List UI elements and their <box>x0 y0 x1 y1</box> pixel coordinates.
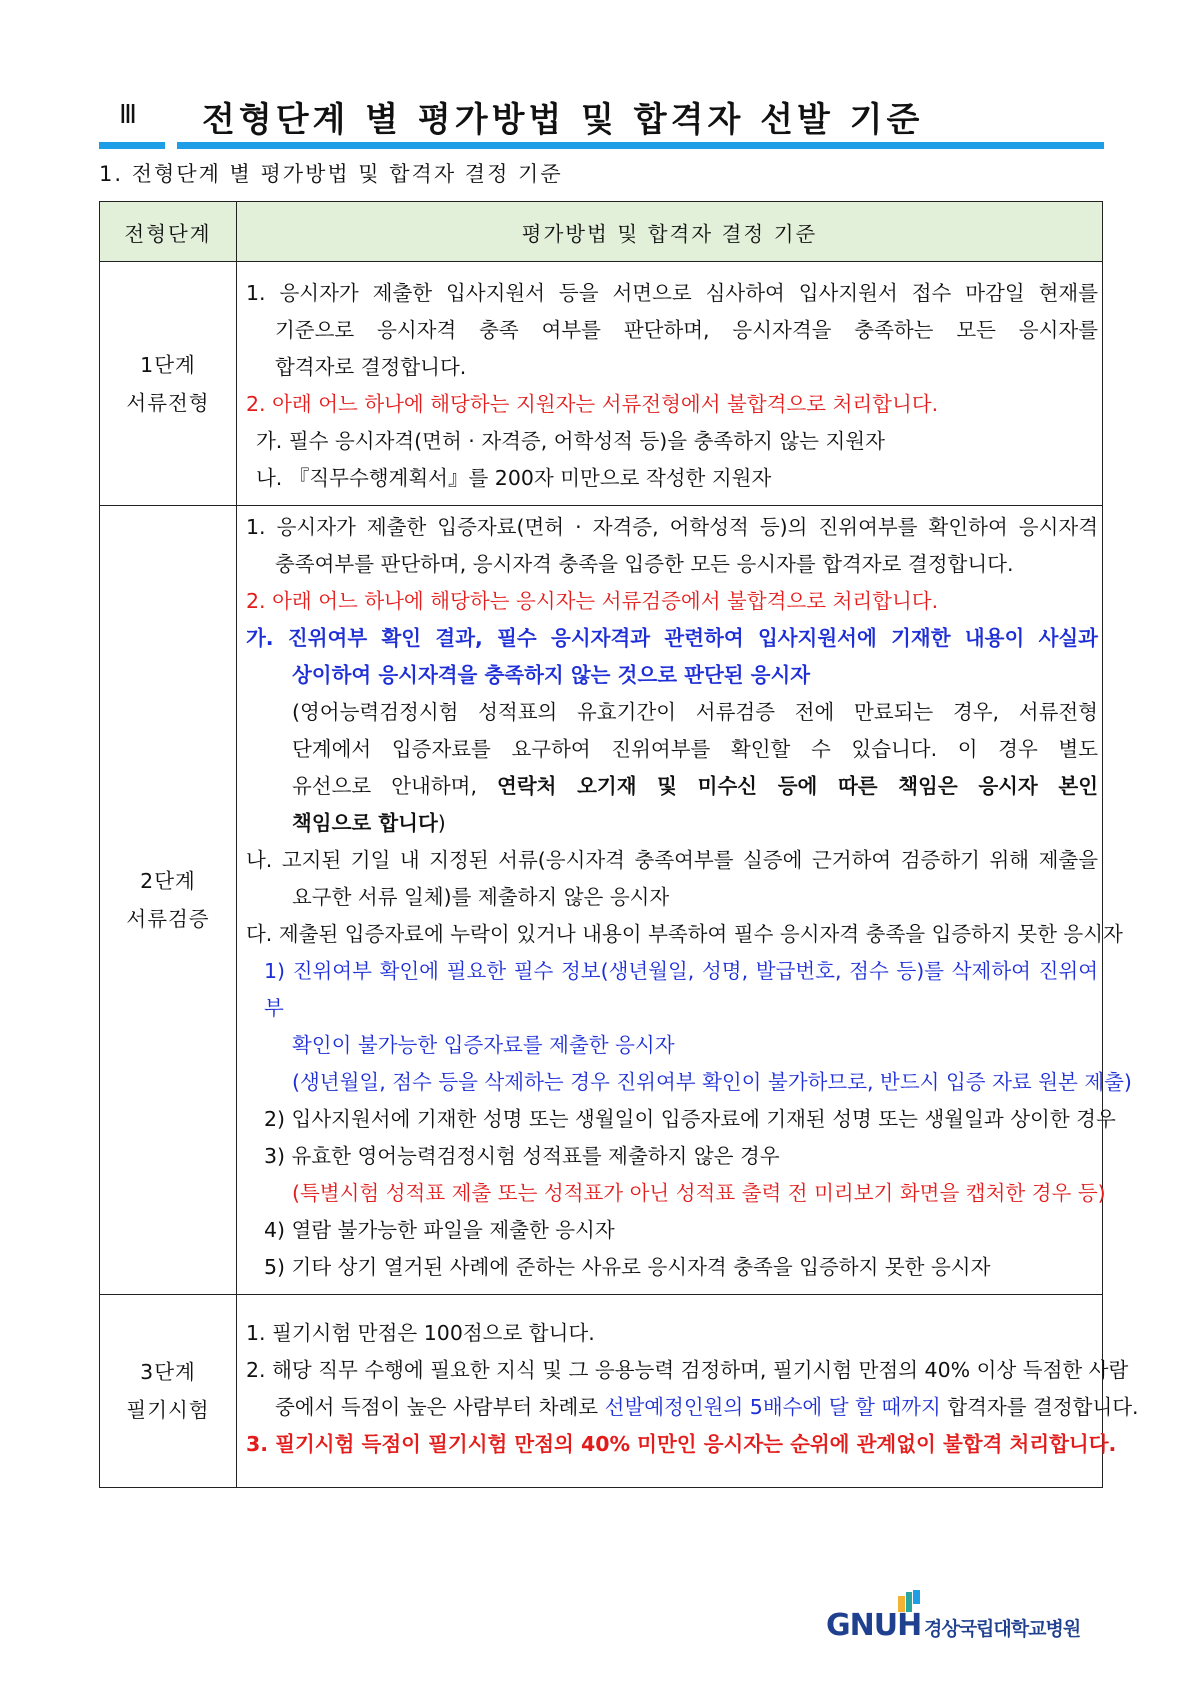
heading-underline-long <box>177 142 1104 149</box>
stage3-label <box>100 1295 237 1488</box>
stage2-line: (생년월일, 점수 등을 삭제하는 경우 진위여부 확인이 불가하므로, 반드시 입증 자료 원본 제출) <box>292 1070 1132 1094</box>
table-row-stage1 <box>100 262 1103 506</box>
stage2-line: 요구한 서류 일체)를 제출하지 않은 응시자 <box>292 885 670 909</box>
stage3-criteria <box>237 1295 1139 1488</box>
section-title: 전형단계 별 평가방법 및 합격자 선발 기준 <box>202 100 924 140</box>
stage1-line: 기준으로 응시자격 충족 여부를 판단하며, 응시자격을 충족하는 모든 응시자를 <box>275 318 1098 342</box>
stage3-text-highlight: 선발예정인원의 5배수에 달 할 때까지 <box>604 1395 941 1419</box>
logo-abbreviation: GNUH <box>826 1608 922 1643</box>
stage2-line: 4) 열람 불가능한 파일을 제출한 응시자 <box>264 1218 615 1242</box>
stage2-text-bold: 책임으로 합니다 <box>292 811 438 835</box>
stage2-line: (영어능력검정시험 성적표의 유효기간이 서류검증 전에 만료되는 경우, 서류전형 <box>292 700 1098 724</box>
table-header-row <box>100 202 1103 262</box>
stage2-line: 가. 진위여부 확인 결과, 필수 응시자격과 관련하여 입사지원서에 기재한 내용이 사실과 <box>246 626 1098 650</box>
stage2-line: 나. 고지된 기일 내 지정된 서류(응시자격 충족여부를 실증에 근거하여 검증하기 위해 제출을 <box>246 848 1098 872</box>
heading-underline-short <box>99 142 165 149</box>
stage2-label <box>100 506 237 1295</box>
stage1-label <box>100 262 237 506</box>
stage3-line: 2. 해당 직무 수행에 필요한 지식 및 그 응용능력 검정하며, 필기시험 만점의 40% 이상 득점한 사람 <box>246 1358 1129 1382</box>
stage2-line: 1. 응시자가 제출한 입증자료(면허 · 자격증, 어학성적 등)의 진위여부를 확인하여 응시자격 <box>246 515 1098 539</box>
stage3-number: 3단계 <box>140 1360 196 1384</box>
stage1-line: 2. 아래 어느 하나에 해당하는 지원자는 서류전형에서 불합격으로 처리합니다. <box>246 392 939 416</box>
sub-heading: 1. 전형단계 별 평가방법 및 합격자 결정 기준 <box>99 162 563 186</box>
stage2-line: 확인이 불가능한 입증자료를 제출한 응시자 <box>292 1033 675 1057</box>
stage2-text: ) <box>437 811 446 835</box>
table-row-stage3 <box>100 1295 1103 1488</box>
header-stage: 전형단계 <box>100 202 237 262</box>
stage3-line <box>246 1389 1139 1426</box>
stage1-line: 합격자로 결정합니다. <box>275 355 467 379</box>
stage2-line: 다. 제출된 입증자료에 누락이 있거나 내용이 부족하여 필수 응시자격 충족을 입증하지 못한 응시자 <box>246 922 1123 946</box>
stage1-line: 나. 『직무수행계획서』를 200자 미만으로 작성한 지원자 <box>256 466 772 490</box>
stage2-line: 충족여부를 판단하며, 응시자격 충족을 입증한 모든 응시자를 합격자로 결정합니다. <box>275 552 1014 576</box>
stage3-text: 합격자를 결정합니다. <box>940 1395 1139 1419</box>
section-heading <box>99 82 1104 150</box>
stage1-name: 서류전형 <box>126 390 210 415</box>
stage2-line: 2. 아래 어느 하나에 해당하는 응시자는 서류검증에서 불합격으로 처리합니다. <box>246 589 939 613</box>
section-number: Ⅲ <box>119 100 139 130</box>
stage1-criteria <box>237 262 1103 506</box>
stage1-number: 1단계 <box>140 352 196 377</box>
stage3-name: 필기시험 <box>126 1398 210 1422</box>
stage2-line: (특별시험 성적표 제출 또는 성적표가 아닌 성적표 출력 전 미리보기 화면을 캡처한 경우 등) <box>292 1181 1106 1205</box>
table-row-stage2 <box>100 506 1103 1295</box>
stage2-text-bold: 연락처 오기재 및 미수신 등에 따른 책임은 응시자 본인 <box>497 774 1098 798</box>
stage3-text: 중에서 득점이 높은 사람부터 차례로 <box>275 1395 605 1419</box>
hospital-logo <box>826 1590 1106 1643</box>
header-criteria: 평가방법 및 합격자 결정 기준 <box>237 202 1103 262</box>
stage2-line: 단계에서 입증자료를 요구하여 진위여부를 확인할 수 있습니다. 이 경우 별도 <box>292 737 1098 761</box>
stage1-line: 가. 필수 응시자격(면허 · 자격증, 어학성적 등)을 충족하지 않는 지원자 <box>256 429 885 453</box>
stage2-criteria <box>237 506 1132 1295</box>
stage2-line <box>246 768 1098 805</box>
stage2-line: 5) 기타 상기 열거된 사례에 준하는 사유로 응시자격 충족을 입증하지 못한 응시자 <box>264 1255 991 1279</box>
stage2-line <box>246 805 1098 842</box>
stage3-line: 1. 필기시험 만점은 100점으로 합니다. <box>246 1321 595 1345</box>
stage2-line: 2) 입사지원서에 기재한 성명 또는 생월일이 입증자료에 기재된 성명 또는 생월일과 상이한 경우 <box>264 1107 1116 1131</box>
stage2-line: 3) 유효한 영어능력검정시험 성적표를 제출하지 않은 경우 <box>264 1144 780 1168</box>
stage2-line: 1) 진위여부 확인에 필요한 필수 정보(생년월일, 성명, 발급번호, 점수 등)를 삭제하여 진위여부 <box>264 959 1098 1020</box>
stage1-line: 1. 응시자가 제출한 입사지원서 등을 서면으로 심사하여 입사지원서 접수 마감일 현재를 <box>246 281 1098 305</box>
criteria-table <box>99 201 1139 1488</box>
stage2-line: 상이하여 응시자격을 충족하지 않는 것으로 판단된 응시자 <box>292 663 811 687</box>
logo-hospital-name: 경상국립대학교병원 <box>924 1618 1081 1640</box>
stage2-name: 서류검증 <box>126 907 210 931</box>
stage2-text: 유선으로 안내하며, <box>292 774 498 798</box>
stage3-line: 3. 필기시험 득점이 필기시험 만점의 40% 미만인 응시자는 순위에 관계없이 불합격 처리합니다. <box>246 1432 1117 1456</box>
stage2-number: 2단계 <box>140 869 196 893</box>
